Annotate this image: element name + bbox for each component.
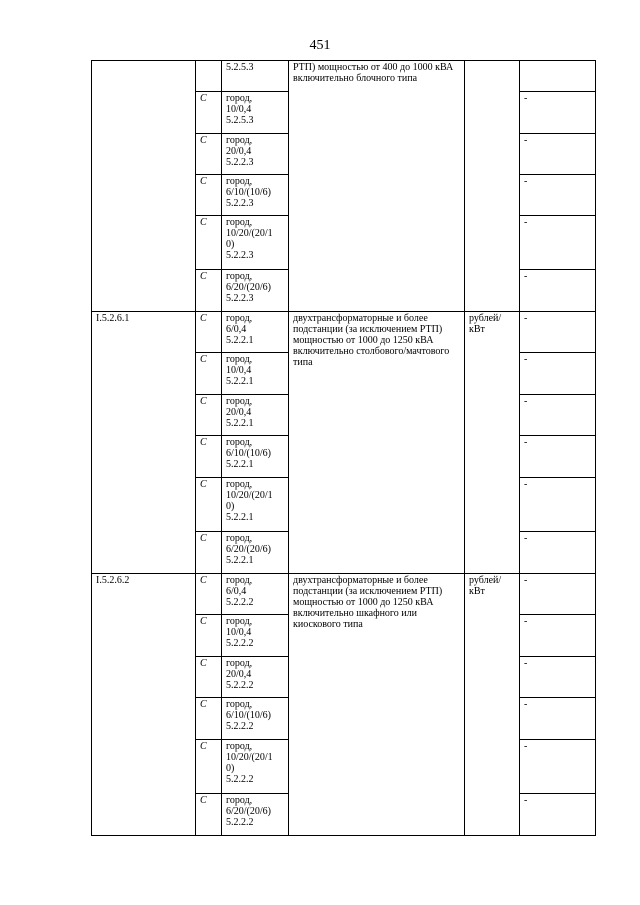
item-code-cell [92, 574, 196, 836]
territory-type-cell [196, 353, 222, 395]
voltage-param-cell-text: город, 6/10/(10/6) 5.2.2.1 [226, 437, 271, 470]
territory-type-cell [196, 175, 222, 216]
territory-type-cell-text: С [200, 176, 207, 187]
territory-type-cell [196, 740, 222, 794]
voltage-param-cell-text: город, 20/0,4 5.2.2.1 [226, 396, 254, 429]
unit-cell-text: рублей/ кВт [469, 313, 502, 335]
territory-type-cell-text: С [200, 313, 207, 324]
value-cell [520, 794, 596, 836]
value-cell-text: - [524, 795, 528, 806]
voltage-param-cell-text: город, 10/20/(20/1 0) 5.2.2.3 [226, 217, 273, 261]
unit-cell [465, 574, 520, 836]
description-cell-text: двухтрансформаторные и более подстанции (за исключением РТП) мощностью от 1000 до 1250 кВА включительно столбового/мачтового типа [293, 313, 450, 368]
unit-cell [465, 312, 520, 574]
territory-type-cell [196, 478, 222, 532]
voltage-param-cell-text: город, 10/0,4 5.2.2.1 [226, 354, 254, 387]
value-cell [520, 615, 596, 657]
value-cell-text: - [524, 658, 528, 669]
voltage-param-cell [222, 436, 289, 478]
value-cell [520, 216, 596, 270]
page-number: 451 [309, 38, 331, 53]
territory-type-cell-text: С [200, 533, 207, 544]
voltage-param-cell [222, 478, 289, 532]
voltage-param-cell [222, 657, 289, 698]
voltage-param-cell [222, 270, 289, 312]
description-cell-text: двухтрансформаторные и более подстанции (за исключением РТП) мощностью от 1000 до 1250 кВА включительно шкафного или киоскового типа [293, 575, 443, 630]
voltage-param-cell-text: город, 6/0,4 5.2.2.2 [226, 575, 254, 608]
territory-type-cell [196, 134, 222, 175]
value-cell [520, 175, 596, 216]
voltage-param-cell-text: город, 10/0,4 5.2.2.2 [226, 616, 254, 649]
item-code-cell-text: I.5.2.6.1 [96, 313, 130, 324]
voltage-param-cell [222, 395, 289, 436]
unit-cell [465, 61, 520, 312]
territory-type-cell-text: С [200, 354, 207, 365]
voltage-param-cell-text: город, 6/20/(20/6) 5.2.2.3 [226, 271, 271, 304]
value-cell-text: - [524, 479, 528, 490]
voltage-param-cell-text: город, 6/10/(10/6) 5.2.2.2 [226, 699, 271, 732]
voltage-param-cell [222, 574, 289, 615]
tariff-table [91, 60, 596, 836]
territory-type-cell-text: С [200, 741, 207, 752]
unit-cell-text: рублей/ кВт [469, 575, 502, 597]
voltage-param-cell-text: город, 6/20/(20/6) 5.2.2.2 [226, 795, 271, 828]
territory-type-cell-text: С [200, 699, 207, 710]
voltage-param-cell-text: город, 10/20/(20/1 0) 5.2.2.1 [226, 479, 273, 523]
value-cell [520, 574, 596, 615]
table-row [92, 574, 596, 615]
value-cell [520, 657, 596, 698]
voltage-param-cell [222, 92, 289, 134]
territory-type-cell [196, 436, 222, 478]
voltage-param-cell [222, 312, 289, 353]
voltage-param-cell-text: 5.2.5.3 [226, 62, 254, 73]
voltage-param-cell-text: город, 20/0,4 5.2.2.2 [226, 658, 254, 691]
voltage-param-cell [222, 61, 289, 92]
tariff-table-body [92, 61, 596, 836]
territory-type-cell-text: С [200, 795, 207, 806]
value-cell-text: - [524, 135, 528, 146]
value-cell [520, 134, 596, 175]
item-code-cell-text: I.5.2.6.2 [96, 575, 130, 586]
voltage-param-cell [222, 175, 289, 216]
value-cell-text: - [524, 575, 528, 586]
territory-type-cell-text: С [200, 575, 207, 586]
value-cell-text: - [524, 437, 528, 448]
territory-type-cell-text: С [200, 217, 207, 228]
territory-type-cell [196, 615, 222, 657]
table-row [92, 312, 596, 353]
territory-type-cell [196, 61, 222, 92]
item-code-cell [92, 61, 196, 312]
territory-type-cell [196, 532, 222, 574]
voltage-param-cell [222, 216, 289, 270]
value-cell [520, 532, 596, 574]
value-cell [520, 698, 596, 740]
value-cell [520, 312, 596, 353]
territory-type-cell [196, 574, 222, 615]
value-cell [520, 353, 596, 395]
territory-type-cell-text: С [200, 616, 207, 627]
territory-type-cell [196, 698, 222, 740]
territory-type-cell-text: С [200, 437, 207, 448]
value-cell-text: - [524, 354, 528, 365]
territory-type-cell-text: С [200, 135, 207, 146]
territory-type-cell-text: С [200, 479, 207, 490]
value-cell-text: - [524, 217, 528, 228]
territory-type-cell [196, 92, 222, 134]
value-cell-text: - [524, 93, 528, 104]
value-cell [520, 270, 596, 312]
value-cell-text: - [524, 699, 528, 710]
territory-type-cell [196, 216, 222, 270]
value-cell [520, 436, 596, 478]
voltage-param-cell [222, 794, 289, 836]
item-code-cell [92, 312, 196, 574]
description-cell [289, 312, 465, 574]
value-cell [520, 92, 596, 134]
value-cell-text: - [524, 616, 528, 627]
voltage-param-cell-text: город, 10/20/(20/1 0) 5.2.2.2 [226, 741, 273, 785]
value-cell [520, 395, 596, 436]
value-cell-text: - [524, 741, 528, 752]
value-cell-text: - [524, 533, 528, 544]
voltage-param-cell [222, 615, 289, 657]
value-cell-text: - [524, 271, 528, 282]
territory-type-cell [196, 312, 222, 353]
description-cell [289, 574, 465, 836]
value-cell-text: - [524, 313, 528, 324]
territory-type-cell-text: С [200, 396, 207, 407]
territory-type-cell [196, 395, 222, 436]
value-cell-text: - [524, 176, 528, 187]
voltage-param-cell [222, 698, 289, 740]
territory-type-cell-text: С [200, 271, 207, 282]
value-cell [520, 740, 596, 794]
value-cell [520, 61, 596, 92]
voltage-param-cell [222, 532, 289, 574]
description-cell [289, 61, 465, 312]
description-cell-text: РТП) мощностью от 400 до 1000 кВА включительно блочного типа [293, 62, 454, 84]
voltage-param-cell [222, 740, 289, 794]
table-row [92, 61, 596, 92]
territory-type-cell [196, 657, 222, 698]
voltage-param-cell-text: город, 10/0,4 5.2.5.3 [226, 93, 254, 126]
territory-type-cell-text: С [200, 93, 207, 104]
value-cell-text: - [524, 396, 528, 407]
voltage-param-cell-text: город, 6/0,4 5.2.2.1 [226, 313, 254, 346]
voltage-param-cell-text: город, 20/0,4 5.2.2.3 [226, 135, 254, 168]
voltage-param-cell [222, 353, 289, 395]
territory-type-cell-text: С [200, 658, 207, 669]
voltage-param-cell [222, 134, 289, 175]
value-cell [520, 478, 596, 532]
territory-type-cell [196, 794, 222, 836]
voltage-param-cell-text: город, 6/20/(20/6) 5.2.2.1 [226, 533, 271, 566]
voltage-param-cell-text: город, 6/10/(10/6) 5.2.2.3 [226, 176, 271, 209]
territory-type-cell [196, 270, 222, 312]
